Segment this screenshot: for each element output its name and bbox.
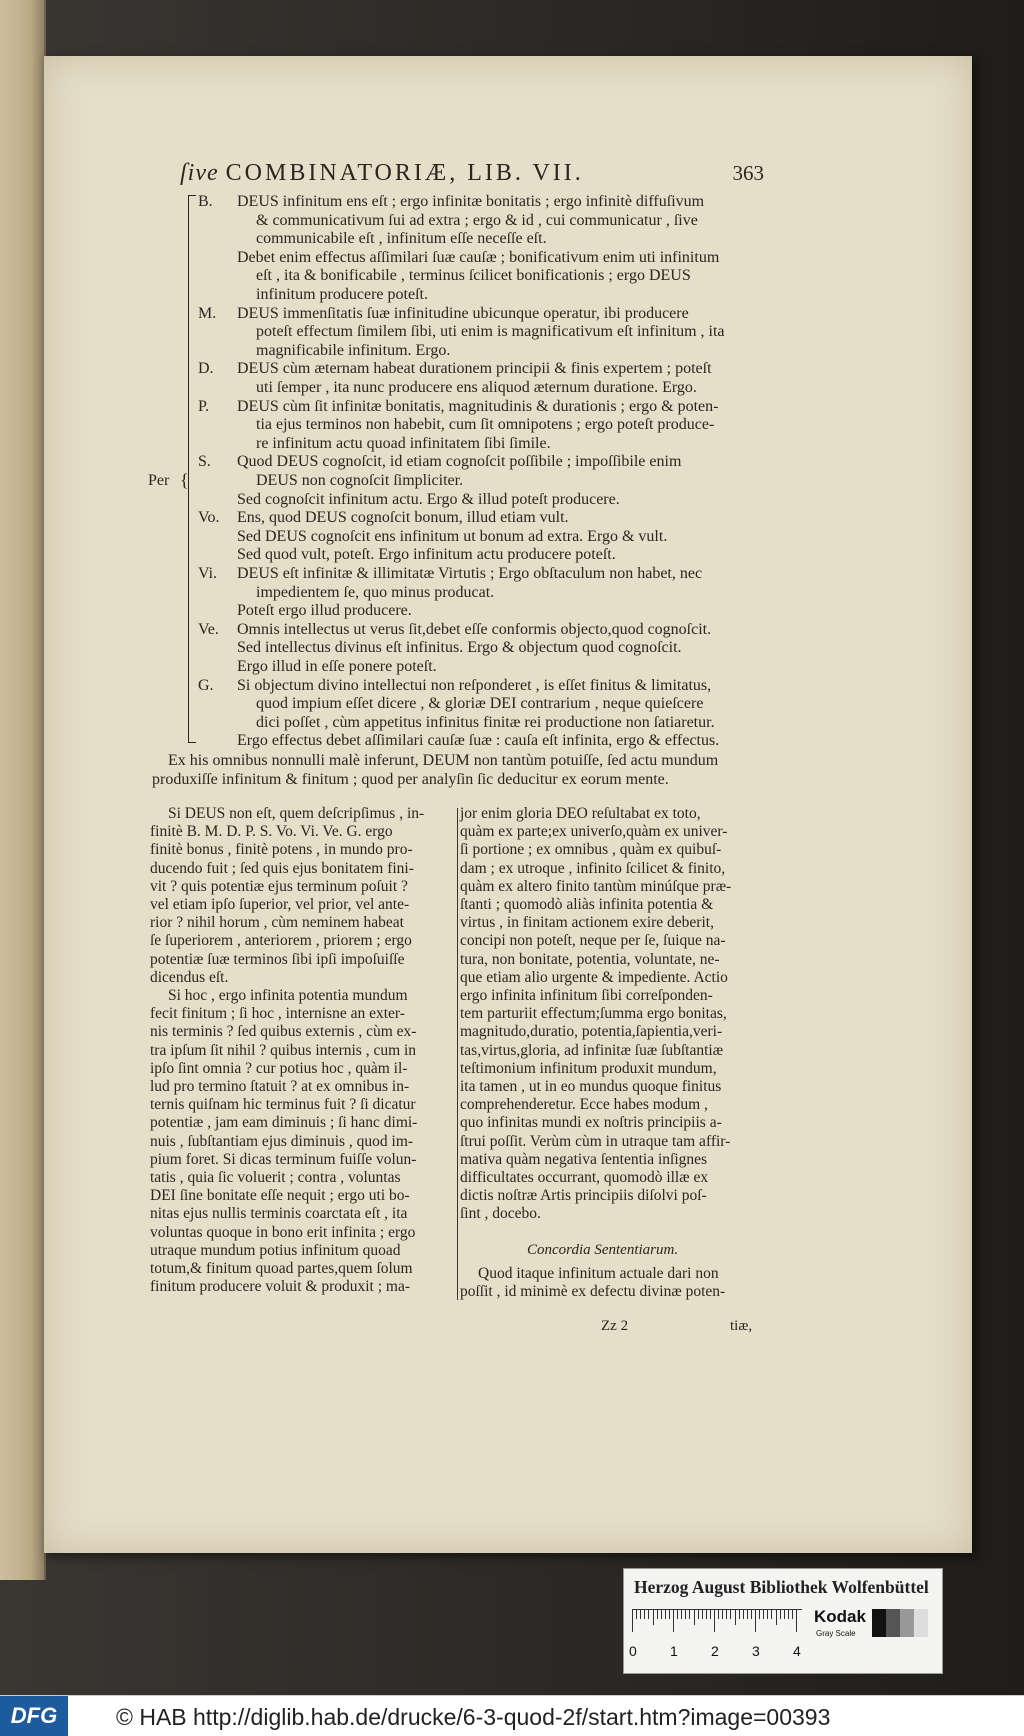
right-column-line: tura, non bonitate, potentia, voluntate, ne- bbox=[460, 950, 720, 968]
ruler-tick bbox=[640, 1610, 641, 1619]
ruler-tick bbox=[669, 1610, 670, 1619]
enum-line: re infinitum actu quoad infinitatem ſibi ſimile. bbox=[256, 434, 551, 452]
enum-line: DEUS immenſitatis ſuæ infinitudine ubicunque operatur, ibi producere bbox=[237, 304, 689, 322]
ruler-tick bbox=[718, 1610, 719, 1619]
ruler-tick bbox=[661, 1610, 662, 1619]
enum-letter: B. bbox=[198, 193, 213, 210]
kodak-gray-label: Gray Scale bbox=[816, 1629, 856, 1638]
enum-line: Debet enim effectus aſſimilari ſuæ cauſæ ; bonificativum enim uti infinitum bbox=[237, 248, 720, 266]
kodak-ruler bbox=[632, 1609, 802, 1640]
ruler-tick bbox=[788, 1610, 789, 1619]
scale-number: 1 bbox=[670, 1643, 678, 1659]
brace-bottom bbox=[188, 742, 196, 744]
gray-swatch-black bbox=[872, 1609, 886, 1637]
enum-line: communicabile eſt , infinitum eſſe neceſſe eſt. bbox=[256, 230, 547, 248]
ruler-tick bbox=[771, 1610, 772, 1619]
right-column-line: que etiam alio urgente & impediente. Actio bbox=[460, 968, 728, 986]
gray-swatch-mid bbox=[900, 1609, 914, 1637]
kodak-brand: Kodak bbox=[814, 1607, 866, 1626]
enum-line: Omnis intellectus ut verus ſit,debet eſſe conformis objecto,quod cognoſcit. bbox=[237, 620, 712, 638]
enum-letter: G. bbox=[198, 676, 214, 694]
left-column-line: voluntas quoque in bono erit infinita ; ergo bbox=[150, 1223, 416, 1241]
footer-url[interactable]: © HAB http://diglib.hab.de/drucke/6-3-quod-2f/start.htm?image=00393 bbox=[116, 1704, 831, 1730]
ruler-tick bbox=[648, 1610, 649, 1619]
scale-number: 4 bbox=[793, 1643, 801, 1659]
right-column-line: mativa quàm negativa ſententia inſignes bbox=[460, 1150, 708, 1168]
kodak-card-title: Herzog August Bibliothek Wolfenbüttel bbox=[634, 1577, 929, 1597]
conclusion-line: produxiſſe infinitum & finitum ; quod per analyſin ſic deducitur ex eorum mente. bbox=[152, 771, 669, 788]
ruler-tick bbox=[739, 1610, 740, 1619]
ruler-tick bbox=[636, 1610, 637, 1619]
right-column-line: comprehenderetur. Ecce habes modum , bbox=[460, 1096, 708, 1114]
enum-line: tia ejus terminos non habebit, cum ſit omnipotens ; ergo poteſt produce- bbox=[256, 416, 715, 434]
enum-line: DEUS cùm æternam habeat durationem principii & finis expertem ; poteſt bbox=[237, 360, 712, 378]
ruler-tick bbox=[689, 1610, 690, 1619]
left-page-edge bbox=[0, 0, 46, 1580]
enum-line: Quod DEUS cognoſcit, id etiam cognoſcit poſſibile ; impoſſibile enim bbox=[237, 453, 682, 471]
ruler-tick bbox=[759, 1610, 760, 1619]
section-subheading: Concordia Sententiarum. bbox=[527, 1242, 679, 1258]
right-column-line: ſtrui poſſit. Verùm cùm in utraque tam affir- bbox=[460, 1132, 731, 1150]
enum-line: DEUS eſt infinitæ & illimitatæ Virtutis ; Ergo obſtaculum non habet, nec bbox=[237, 565, 703, 582]
ruler-tick bbox=[710, 1610, 711, 1619]
enum-line: Sed DEUS cognoſcit ens infinitum ut bonum ad extra. Ergo & vult. bbox=[237, 527, 668, 545]
left-column-line: finitè B. M. D. P. S. Vo. Vi. Ve. G. ergo bbox=[150, 823, 393, 841]
ruler-tick bbox=[722, 1610, 723, 1619]
ruler-tick bbox=[673, 1610, 674, 1632]
gray-swatch-light bbox=[914, 1609, 928, 1637]
ruler-tick bbox=[702, 1610, 703, 1619]
enum-letter: S. bbox=[198, 453, 211, 471]
left-column-line: finitum producere voluit & produxit ; ma- bbox=[150, 1278, 411, 1296]
ruler-tick bbox=[694, 1610, 695, 1625]
ruler-tick bbox=[751, 1610, 752, 1619]
left-column-line: fecit finitum ; ſi hoc , internisne an exter- bbox=[150, 1005, 405, 1023]
ruler-tick bbox=[792, 1610, 793, 1619]
ruler-tick bbox=[780, 1610, 781, 1619]
ruler-tick bbox=[677, 1610, 678, 1619]
right-column-line: ſtanti ; quomodò aliàs infinita potentia & bbox=[460, 896, 714, 913]
right-column-line: teſtimonium infinitum produxit mundum, bbox=[460, 1059, 717, 1077]
right-column-line: quo infinitas mundi ex noſtris principiis a- bbox=[460, 1114, 722, 1132]
enum-line: DEUS cùm ſit infinitæ bonitatis, magnitudinis & durationis ; ergo & poten- bbox=[237, 397, 719, 415]
ruler-tick bbox=[706, 1610, 707, 1619]
left-column-line: vit ? quis potentiæ ejus terminum poſuit ? bbox=[150, 877, 408, 895]
enum-line: Sed quod vult, poteſt. Ergo infinitum actu producere poteſt. bbox=[237, 546, 616, 564]
right-column-line: jor enim gloria DEO reſultabat ex toto, bbox=[460, 805, 701, 822]
left-column-line: Si hoc , ergo infinita potentia mundum bbox=[168, 987, 408, 1004]
right-column-line: virtus , in finitam actionem exire deberit, bbox=[460, 914, 714, 932]
ruler-tick bbox=[743, 1610, 744, 1619]
left-column-line: ſe ſuperiorem , anteriorem , priorem ; ergo bbox=[150, 932, 412, 950]
brace-top bbox=[188, 195, 196, 197]
right-continuation-line: poſſit , id minimè ex defectu divinæ poten- bbox=[460, 1283, 726, 1301]
enum-line: DEUS non cognoſcit ſimpliciter. bbox=[256, 472, 464, 489]
left-column-line: dicendus eſt. bbox=[150, 968, 229, 986]
ruler-tick bbox=[726, 1610, 727, 1619]
right-column-line: concipi non poteſt, neque per ſe, ſuique na- bbox=[460, 932, 726, 950]
enum-line: uti ſemper , ita nunc producere ens aliquod æternum duratione. Ergo. bbox=[256, 379, 697, 396]
left-column-line: nis terminis ? ſed quibus externis , cùm ex- bbox=[150, 1023, 417, 1041]
enum-line: & communicativum ſui ad extra ; ergo & id , cui communicatur , ſive bbox=[256, 211, 698, 229]
right-column-line: difficultates occurrant, quomodò illæ ex bbox=[460, 1169, 709, 1186]
ruler-tick bbox=[730, 1610, 731, 1619]
ruler-tick bbox=[714, 1610, 715, 1632]
right-column-line: dictis noſtræ Artis principiis diſolvi poſ- bbox=[460, 1187, 707, 1205]
right-column-line: magnitudo,duratio, potentia,ſapientia,veri- bbox=[460, 1023, 723, 1041]
per-label: Per bbox=[148, 472, 170, 489]
ruler-tick bbox=[685, 1610, 686, 1619]
scale-number: 2 bbox=[711, 1643, 719, 1659]
ruler-tick bbox=[657, 1610, 658, 1619]
left-column-line: pium foret. Si dicas terminum fuiſſe volun- bbox=[150, 1150, 417, 1168]
scale-number: 3 bbox=[752, 1643, 760, 1659]
enum-line: infinitum producere poteſt. bbox=[256, 286, 428, 303]
enum-line: Ens, quod DEUS cognoſcit bonum, illud etiam vult. bbox=[237, 509, 569, 527]
ruler-tick bbox=[767, 1610, 768, 1619]
enum-line: Ergo effectus debet aſſimilari cauſæ ſuæ : cauſa eſt infinita, ergo & effectus. bbox=[237, 732, 720, 750]
left-column-line: potentiæ , jam eam diminuis ; ſi hanc dimi- bbox=[150, 1114, 418, 1132]
left-column-line: finitè bonus , finitè potens , in mundo pro- bbox=[150, 841, 413, 859]
ruler-tick bbox=[784, 1610, 785, 1619]
right-column-line: dam ; ex utroque , infinito ſcilicet & finito, bbox=[460, 859, 726, 877]
signature-mark: Zz 2 bbox=[601, 1318, 629, 1334]
right-column-line: tem parturiit effectum;ſumma ergo bonitas, bbox=[460, 1005, 727, 1023]
left-column-line: ternis quiſnam hic terminus fuit ? ſi dicatur bbox=[150, 1096, 416, 1114]
conclusion-line: Ex his omnibus nonnulli malè inferunt, DEUM non tantùm potuiſſe, ſed actu mundum bbox=[168, 752, 719, 769]
ruler-tick bbox=[644, 1610, 645, 1619]
left-column-line: tra ipſum ſit nihil ? quibus internis , cum in bbox=[150, 1041, 417, 1059]
ruler-tick bbox=[747, 1610, 748, 1619]
ruler-tick bbox=[735, 1610, 736, 1625]
right-column-line: quàm ex altero finito tantùm minúſque præ- bbox=[460, 877, 732, 895]
enum-line: Poteſt ergo illud producere. bbox=[237, 602, 412, 620]
left-column-line: Si DEUS non eſt, quem deſcripſimus , in- bbox=[168, 805, 425, 822]
left-column-line: potentiæ ſuæ terminos ſibi ipſi impoſuiſſe bbox=[150, 950, 405, 968]
enum-line: DEUS infinitum ens eſt ; ergo infinitæ bonitatis ; ergo infinitè diffuſivum bbox=[237, 193, 705, 210]
left-column-line: ducendo fuit ; ſed quis ejus bonitatem fini- bbox=[150, 859, 414, 877]
footer-bar bbox=[0, 1695, 1024, 1736]
ruler-tick bbox=[681, 1610, 682, 1619]
ruler-tick bbox=[698, 1610, 699, 1619]
enum-line: dici poſſet , cùm appetitus infinitus finitæ rei productione non ſatiaretur. bbox=[256, 713, 715, 731]
left-column-line: totum,& finitum quoad partes,quem ſolum bbox=[150, 1260, 413, 1277]
left-column-line: ipſo ſint omnia ? cur potius hoc , quàm il- bbox=[150, 1059, 408, 1077]
running-head bbox=[180, 160, 764, 187]
ruler-tick bbox=[665, 1610, 666, 1619]
left-column-line: utraque mundum potius infinitum quoad bbox=[150, 1241, 401, 1259]
enum-line: quod impium eſſet dicere , & gloriæ DEI contrarium , neque quieſcere bbox=[256, 695, 704, 713]
enum-letter: M. bbox=[198, 304, 217, 322]
brace-point: { bbox=[180, 470, 189, 490]
column-rule bbox=[457, 808, 458, 1300]
catchword: tiæ, bbox=[730, 1318, 753, 1334]
right-column-line: quàm ex parte;ex univerſo,quàm ex univer- bbox=[460, 823, 728, 841]
enum-line: magnificabile infinitum. Ergo. bbox=[256, 341, 451, 359]
left-column-line: vel etiam ipſo ſuperior, vel prior, vel ante- bbox=[150, 896, 410, 913]
page-number: 363 bbox=[732, 161, 764, 185]
enum-letter: P. bbox=[198, 397, 210, 415]
scale-number: 0 bbox=[629, 1643, 637, 1659]
kodak-color-card bbox=[623, 1568, 943, 1674]
enum-line: Ergo illud in eſſe ponere poteſt. bbox=[237, 658, 437, 675]
ruler-tick bbox=[755, 1610, 756, 1632]
enum-line: Sed cognoſcit infinitum actu. Ergo & illud poteſt producere. bbox=[237, 490, 620, 508]
left-column-line: DEI ſine bonitate eſſe nequit ; ergo uti bo- bbox=[150, 1187, 410, 1205]
ruler-tick bbox=[653, 1610, 654, 1625]
enum-line: eſt , ita & bonificabile , terminus ſcilicet bonificationis ; ergo DEUS bbox=[256, 267, 691, 285]
enum-line: impedientem ſe, quo minus producat. bbox=[256, 583, 495, 601]
enum-letter: Ve. bbox=[198, 620, 219, 638]
enum-line: poteſt effectum ſimilem ſibi, uti enim is magnificativum eſt infinitum , ita bbox=[256, 323, 725, 341]
right-continuation-line: Quod itaque infinitum actuale dari non bbox=[478, 1265, 719, 1282]
enum-line: Si objectum divino intellectui non reſponderet , is eſſet finitus & limitatus, bbox=[237, 676, 712, 694]
running-head-title: ſive COMBINATORIÆ, LIB. VII. bbox=[180, 160, 584, 186]
ruler-tick bbox=[796, 1610, 797, 1632]
enum-letter: D. bbox=[198, 360, 214, 378]
ruler-tick bbox=[776, 1610, 777, 1625]
enum-line: Sed intellectus divinus eſt infinitus. Ergo & objectum quod cognoſcit. bbox=[237, 639, 682, 657]
right-column-line: ita tamen , ut in eo mundus quoque finitus bbox=[460, 1078, 722, 1095]
ruler-tick bbox=[632, 1610, 633, 1632]
left-column-line: rior ? nihil horum , cùm neminem habeat bbox=[150, 914, 404, 932]
right-column-line: ſint , docebo. bbox=[460, 1205, 541, 1223]
enum-letter: Vo. bbox=[198, 509, 220, 527]
left-column-line: lud pro termino ſtatuit ? at ex omnibus in- bbox=[150, 1078, 410, 1095]
left-column-line: nitas ejus nullis terminis coarctata eſt , ita bbox=[150, 1205, 408, 1223]
right-column-line: ſi portione ; ex omnibus , quàm ex quibuſ- bbox=[460, 841, 722, 859]
right-column-line: tas,virtus,gloria, ad infinitæ ſuæ ſubſtantiæ bbox=[460, 1041, 724, 1059]
gray-swatch-dark bbox=[886, 1609, 900, 1637]
dfg-logo: DFG bbox=[0, 1696, 68, 1736]
right-column-line: ergo infinita infinitum ſibi correſponden- bbox=[460, 987, 713, 1004]
left-column-line: tatis , quia ſic voluerit ; contra , voluntas bbox=[150, 1169, 401, 1186]
enum-letter: Vi. bbox=[198, 565, 218, 582]
ruler-tick bbox=[763, 1610, 764, 1619]
left-column-line: nuis , ſubſtantiam ejus diminuis , quod im- bbox=[150, 1132, 414, 1150]
